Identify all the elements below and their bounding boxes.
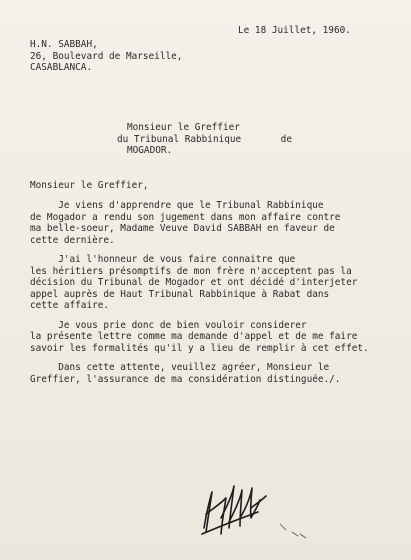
- paragraph-line: la présente lettre comme ma demande d'appel et de me faire: [30, 331, 358, 342]
- letter-body: [30, 200, 405, 393]
- paragraph-line: de Mogador a rendu son jugement dans mon affaire contre: [30, 211, 341, 223]
- paragraph-1: [30, 200, 405, 246]
- paragraph-2: [30, 254, 405, 312]
- paragraph-line: les héritiers présomptifs de mon frère n'acceptent pas la: [30, 265, 352, 277]
- pen-mark: [278, 520, 308, 540]
- paragraph-line: Je vous prie donc de bien vouloir considerer: [30, 319, 307, 331]
- salutation: Monsieur le Greffier,: [30, 180, 149, 191]
- paragraph-line: Je viens d'apprendre que le Tribunal Rabbinique: [30, 200, 324, 211]
- paragraph-line: savoir les formalités qu'il y a lieu de remplir à cet effet.: [30, 342, 369, 354]
- sender-address: [30, 39, 182, 74]
- recipient-line-1: Monsieur le Greffier: [127, 122, 240, 133]
- paragraph-line: cette affaire.: [30, 300, 110, 311]
- paragraph-line: J'ai l'honneur de vous faire connaitre que: [30, 254, 296, 265]
- sender-city: CASABLANCA.: [30, 62, 93, 73]
- paragraph-4: [30, 362, 405, 385]
- paragraph-line: Greffier, l'assurance de ma considération distinguée./.: [30, 373, 341, 385]
- recipient-line-3: MOGADOR.: [127, 145, 173, 156]
- handwritten-signature: [196, 478, 271, 540]
- paragraph-line: appel auprès de Haut Tribunal Rabbinique à Rabat dans: [30, 288, 330, 300]
- paragraph-line: ma belle-soeur, Madame Veuve David SABBAH en faveur de: [30, 223, 335, 234]
- paragraph-line: Dans cette attente, veuillez agréer, Monsieur le: [30, 362, 330, 373]
- paragraph-line: décision du Tribunal de Mogador et ont décidé d'interjeter: [30, 277, 358, 288]
- recipient-address: [117, 122, 292, 157]
- letter-date: Le 18 Juillet, 1960.: [238, 25, 351, 36]
- paragraph-line: cette dernière.: [30, 234, 115, 246]
- paragraph-3: [30, 320, 405, 355]
- signature-drawing: [196, 478, 271, 540]
- sender-street: 26, Boulevard de Marseille,: [30, 50, 183, 62]
- pen-mark-drawing: [278, 520, 308, 540]
- recipient-line-2: du Tribunal Rabbinique de: [117, 133, 292, 145]
- sender-name: H.N. SABBAH,: [30, 39, 98, 50]
